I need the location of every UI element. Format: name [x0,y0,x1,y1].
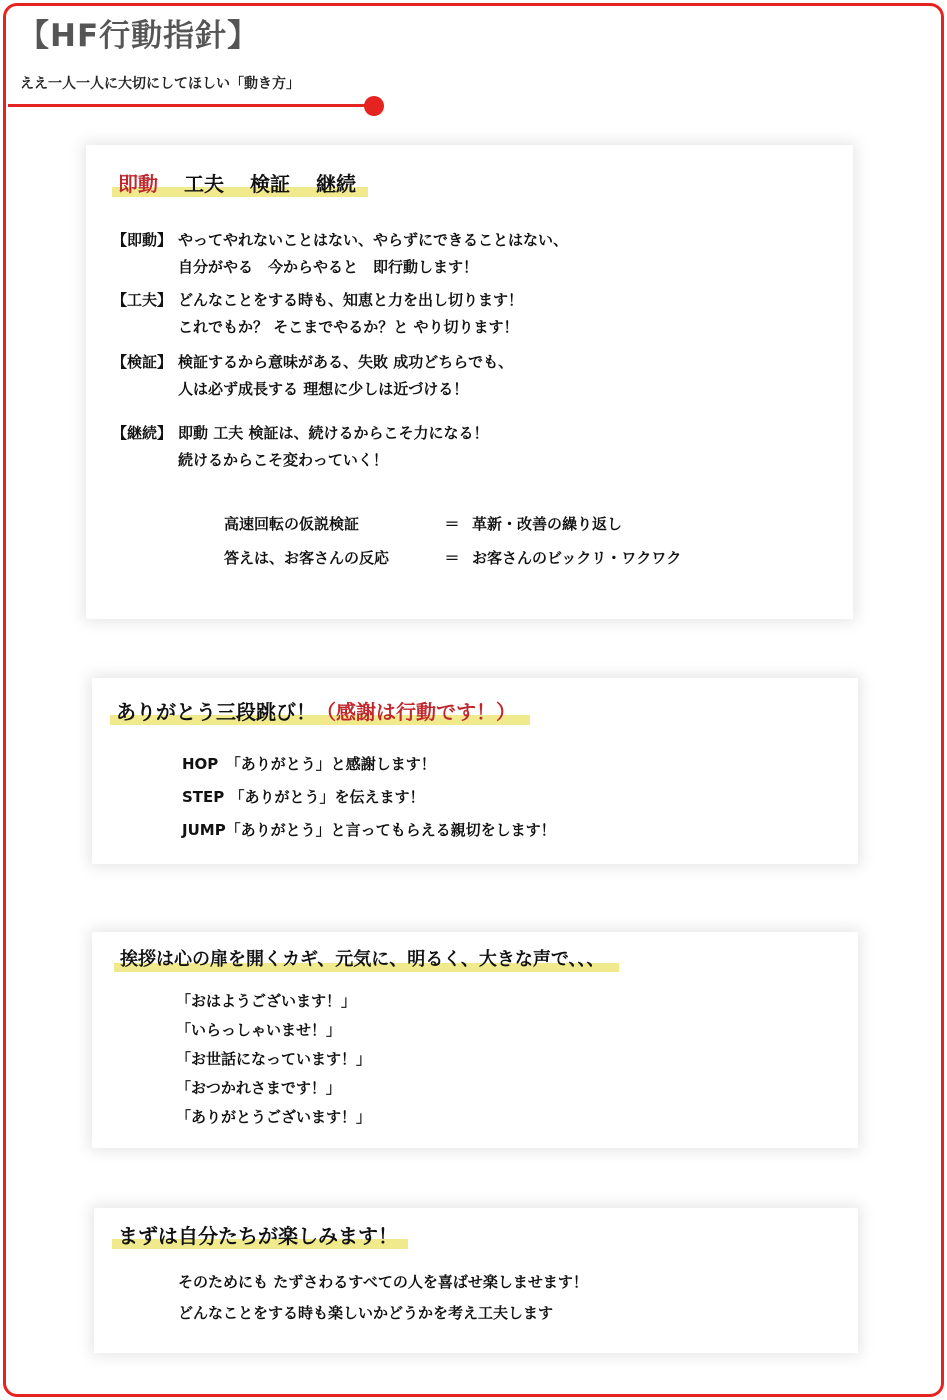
list-item: 「いらっしゃいませ！」 [176,1021,342,1039]
principle-line: 続けるからこそ変わっていく！ [178,451,388,469]
principle-line: 検証するから意味がある、失敗 成功どちらでも、 [178,353,514,371]
principle-entry-keizoku [112,420,488,474]
principle-line: どんなことをする時も、知恵と力を出し切ります！ [178,291,524,309]
section-heading-greetings [114,949,619,973]
section-heading-action-principles [112,172,368,198]
principle-entry-kensho [112,349,513,403]
principle-entry-kufu [112,287,523,341]
formula-left: 答えは、お客さんの反応 [224,549,390,567]
list-item: 「ありがとうございます！」 [176,1108,372,1126]
heading-main: まずは自分たちが楽しみます！ [118,1224,398,1248]
enjoy-list [178,1267,588,1329]
list-item: HOP 「ありがとう」と感謝します！ [182,755,436,773]
section-heading-thanks-triple-jump [110,700,530,726]
card-thanks-triple-jump [92,678,858,864]
section-heading-enjoy-first [112,1224,408,1250]
heading-main: ありがとう三段跳び！ [116,700,316,724]
heading-accent: （感謝は行動です！） [316,700,516,724]
principle-entry-sokudo [112,227,568,281]
formula-hypothesis [224,511,622,538]
list-item: 「おはようございます！」 [176,992,357,1010]
list-item: そのためにも たずさわるすべての人を喜ばせ楽しませます！ [178,1273,588,1291]
formula-customer-reaction [224,545,681,572]
heading-word-kufu: 工夫 [184,172,224,196]
list-item: 「おつかれさまです！」 [176,1079,341,1097]
heading-main: 挨拶は心の扉を開くカギ、元気に、明るく、大きな声で、、、 [120,949,605,970]
principle-line: 自分がやる 今からやると 即行動します！ [178,258,479,276]
card-action-principles [86,145,853,619]
principle-line: これでもか？ そこまでやるか？と やり切ります！ [178,318,519,336]
formula-equals: ＝ [444,515,460,533]
list-item: 「お世話になっています！」 [176,1050,372,1068]
title-underline [8,104,375,107]
principle-line: 人は必ず成長する 理想に少しは近づける！ [178,380,469,398]
principle-tag: 【工夫】 [112,291,173,309]
card-enjoy-first [94,1208,858,1353]
title-underline-dot [364,96,384,116]
formula-left: 高速回転の仮説検証 [224,515,360,533]
principle-line: 即動 工夫 検証は、続けるからこそ力になる！ [178,424,489,442]
formula-right: お客さんのビックリ・ワクワク [472,549,682,567]
principle-tag: 【検証】 [112,353,173,371]
thanks-steps-list [182,748,556,847]
formula-right: 革新・改善の繰り返し [472,515,623,533]
page-title: 【HF行動指針】 [18,18,260,54]
greetings-list [176,987,371,1132]
principle-line: やってやれないことはない、やらずにできることはない、 [178,231,569,249]
heading-word-sokudo: 即動 [118,172,158,196]
list-item: JUMP「ありがとう」と言ってもらえる親切をします！ [182,821,556,839]
list-item: STEP 「ありがとう」を伝えます！ [182,788,425,806]
principle-tag: 【即動】 [112,231,173,249]
formula-equals: ＝ [444,549,460,567]
page-subtitle: ええ一人一人に大切にしてほしい「動き方」 [20,76,300,92]
card-greetings [92,932,858,1148]
list-item: どんなことをする時も楽しいかどうかを考え工夫します [178,1304,554,1322]
heading-word-kensho: 検証 [250,172,290,196]
principle-tag: 【継続】 [112,424,173,442]
heading-word-keizoku: 継続 [316,172,356,196]
